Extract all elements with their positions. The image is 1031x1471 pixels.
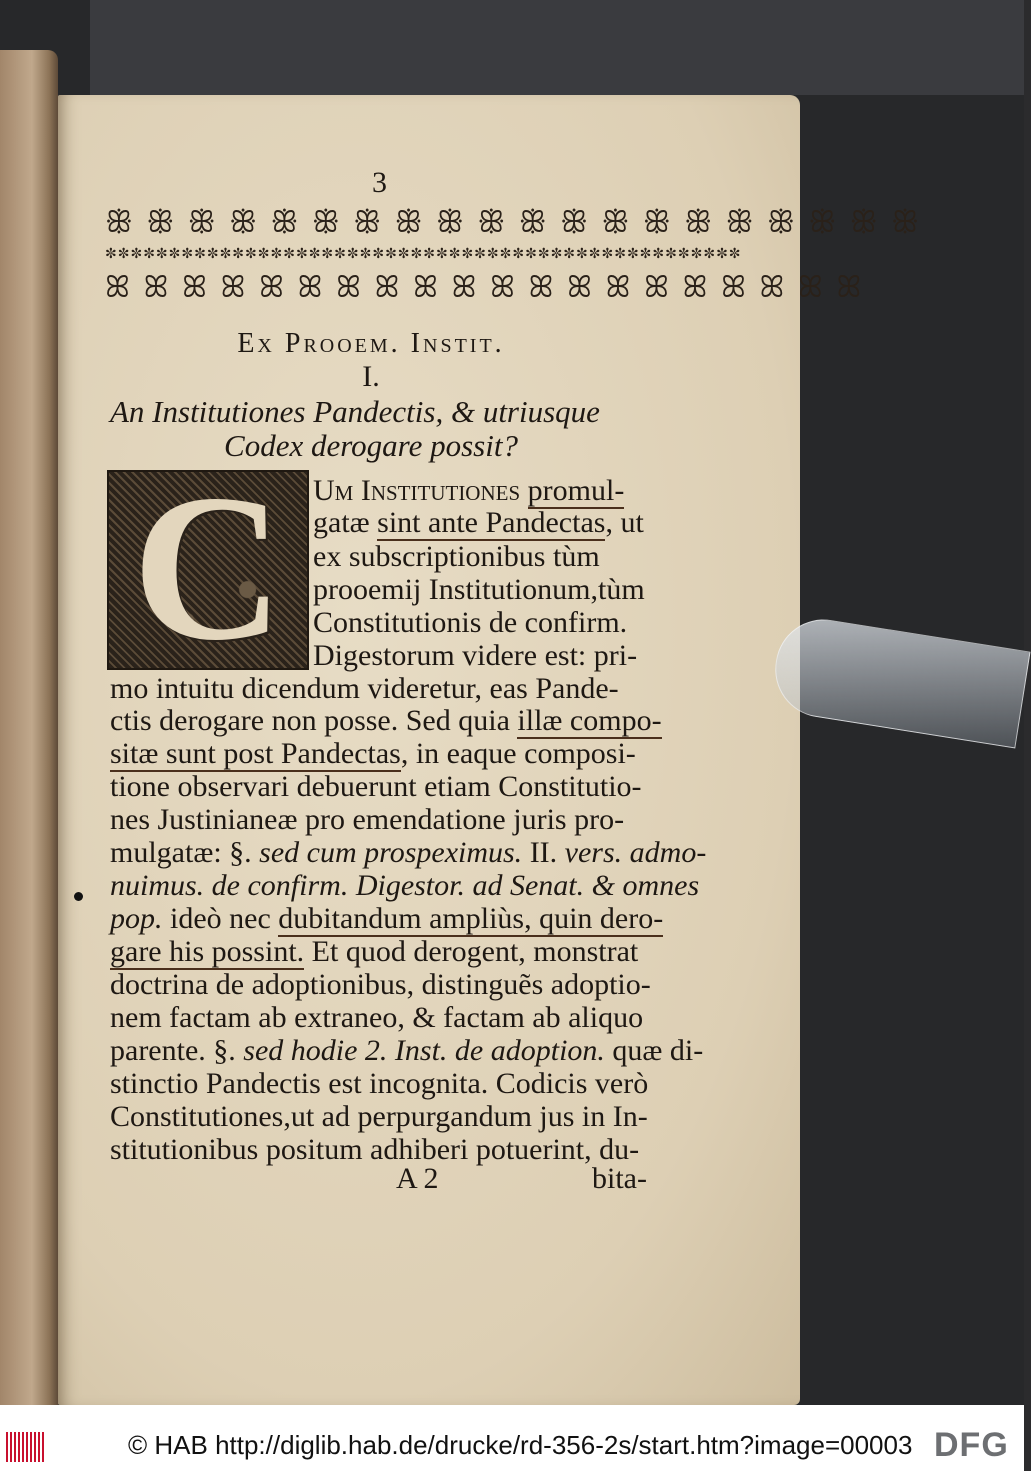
text-span: , ut xyxy=(605,506,644,539)
body-line-2 xyxy=(313,506,644,540)
body-line-18 xyxy=(110,1034,703,1068)
scanner-bed xyxy=(90,0,1024,95)
left-page-edge xyxy=(0,50,58,1405)
text-span: Um Institutiones xyxy=(313,474,528,507)
dfg-logo: DFG xyxy=(934,1426,1009,1464)
question-title-line-1: An Institutiones Pandectis, & utriusque xyxy=(110,394,600,429)
underlined-span: gare his possint. xyxy=(110,935,305,968)
body-line-20: Constitutiones,ut ad perpurgandum jus in In- xyxy=(110,1100,648,1133)
text-span: mulgatæ: §. xyxy=(110,836,260,869)
body-line-19: stinctio Pandectis est incognita. Codicis verò xyxy=(110,1067,649,1100)
text-span: parente. §. xyxy=(110,1034,244,1067)
body-line-21: stitutionibus positum adhiberi potuerint, du- xyxy=(110,1133,640,1166)
body-line-8 xyxy=(110,704,662,738)
body-line-5: Constitutionis de confirm. xyxy=(313,606,628,639)
body-line-6: Digestorum videre est: pri- xyxy=(313,639,638,672)
body-line-12 xyxy=(110,836,706,870)
body-line-10: tione observari debuerunt etiam Constitutio- xyxy=(110,770,642,803)
body-line-1 xyxy=(313,474,624,508)
ink-dot xyxy=(74,892,83,901)
body-line-4: prooemij Institutionum,tùm xyxy=(313,573,645,606)
body-line-9 xyxy=(110,737,636,771)
body-line-3: ex subscriptionibus tùm xyxy=(313,540,600,573)
section-heading: Ex Prooem. Instit. xyxy=(237,328,505,359)
underlined-span: sitæ sunt post Pandectas xyxy=(110,737,401,770)
ornament-row-top: ꕥ ꕥ ꕥ ꕥ ꕥ ꕥ ꕥ ꕥ ꕥ ꕥ ꕥ ꕥ ꕥ ꕥ ꕥ ꕥ ꕥ ꕥ ꕥ ꕥ xyxy=(105,205,921,240)
body-line-7: mo intuitu dicendum videretur, eas Pande- xyxy=(110,672,619,705)
body-line-14 xyxy=(110,902,663,936)
page-folio: 3 xyxy=(372,166,387,199)
underlined-span: sint ante Pandectas xyxy=(377,506,606,539)
signature-mark: A 2 xyxy=(396,1162,439,1195)
italic-span: pop. xyxy=(110,902,163,935)
body-line-17: nem factam ab extraneo, & factam ab aliquo xyxy=(110,1001,644,1034)
text-span: , in eaque composi- xyxy=(400,737,636,770)
text-span: Et quod derogent, monstrat xyxy=(304,935,639,968)
question-title-line-2: Codex derogare possit? xyxy=(224,428,518,463)
decorated-initial xyxy=(107,452,309,684)
body-line-15 xyxy=(110,935,638,969)
text-span: quæ di- xyxy=(604,1034,704,1067)
hab-barcode-icon xyxy=(6,1432,50,1462)
text-span: II. xyxy=(522,836,565,869)
catchword: bita- xyxy=(592,1162,647,1195)
italic-span: sed cum prospeximus. xyxy=(259,836,523,869)
ornament-row-middle: ✼✼✼✼✼✼✼✼✼✼✼✼✼✼✼✼✼✼✼✼✼✼✼✼✼✼✼✼✼✼✼✼✼✼✼✼✼✼✼✼✼✼✼✼✼✼✼✼✼✼ xyxy=(105,246,742,262)
italic-span: vers. admo- xyxy=(564,836,707,869)
ornament-row-bottom: ꕤ ꕤ ꕤ ꕤ ꕤ ꕤ ꕤ ꕤ ꕤ ꕤ ꕤ ꕤ ꕤ ꕤ ꕤ ꕤ ꕤ ꕤ ꕤ ꕤ xyxy=(105,270,864,305)
source-credit-link[interactable]: © HAB http://diglib.hab.de/drucke/rd-356-2s/start.htm?image=00003 xyxy=(128,1430,913,1460)
body-line-13: nuimus. de confirm. Digestor. ad Senat. & omnes xyxy=(110,869,700,902)
section-number: I. xyxy=(362,360,380,393)
initial-letter: C xyxy=(132,452,284,684)
underlined-span: illæ compo- xyxy=(517,704,662,737)
italic-span: sed hodie 2. Inst. de adoption. xyxy=(243,1034,605,1067)
text-span: ctis derogare non posse. Sed quia xyxy=(110,704,518,737)
text-span: ideò nec xyxy=(162,902,279,935)
underlined-span: dubitandum ampliùs, quin dero- xyxy=(278,902,664,935)
body-line-16: doctrina de adoptionibus, distinguẽs adoptio- xyxy=(110,968,651,1001)
underlined-span: promul- xyxy=(527,474,625,507)
body-line-11: nes Justinianeæ pro emendatione juris pro- xyxy=(110,803,625,836)
text-span: gatæ xyxy=(313,506,378,539)
